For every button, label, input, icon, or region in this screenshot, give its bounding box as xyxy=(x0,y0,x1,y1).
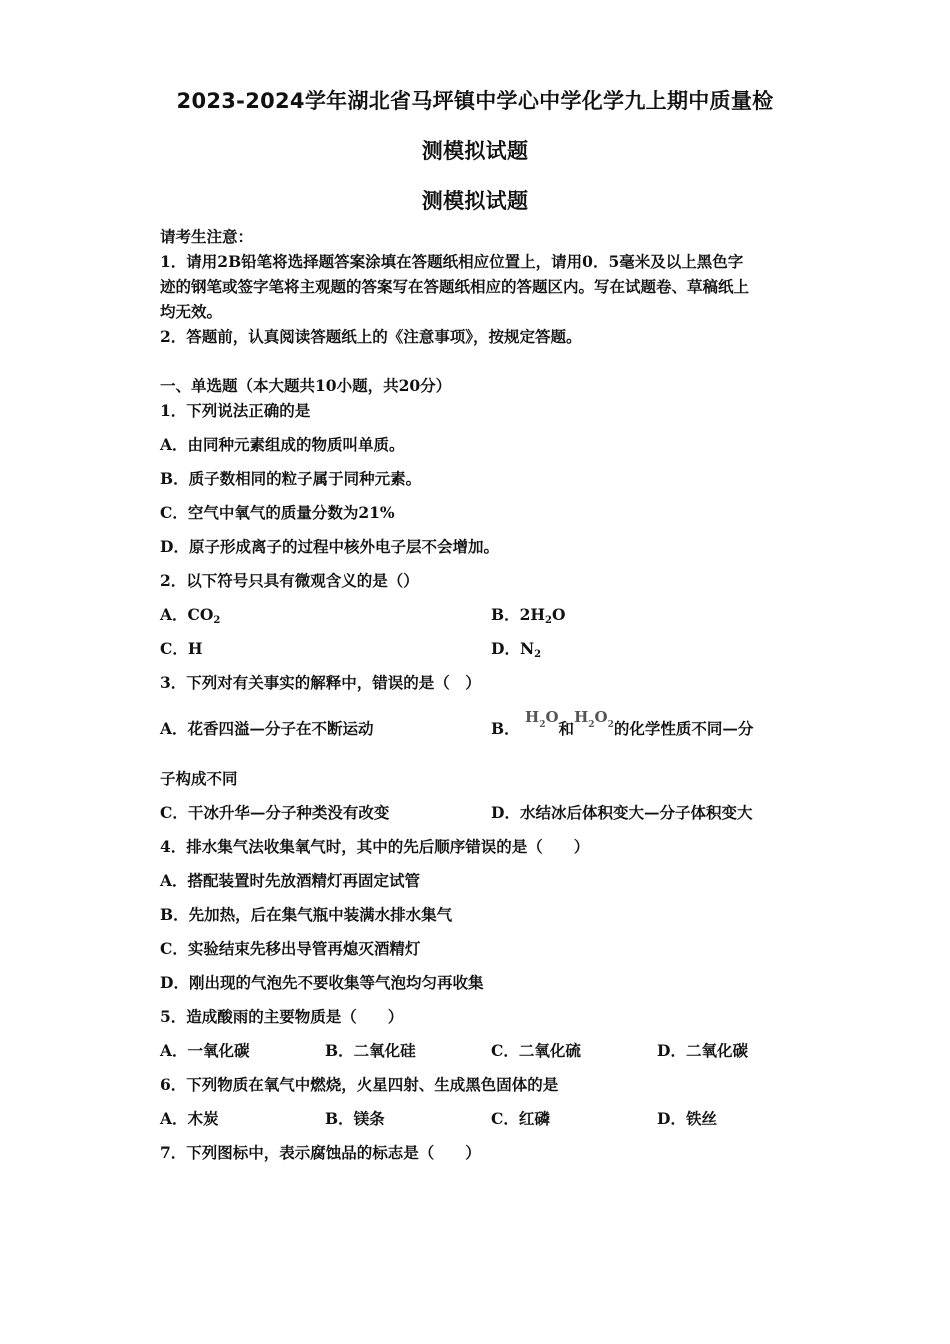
q3-and-text: 和 xyxy=(558,719,575,738)
q2-option-a xyxy=(160,604,220,632)
q2-option-b-formula: 2H xyxy=(519,605,546,624)
q1-option-a: A．由同种元素组成的物质叫单质。 xyxy=(160,435,405,454)
q4-option-c: C．实验结束先移出导管再熄灭酒精灯 xyxy=(160,939,421,958)
q3-stem: 3．下列对有关事实的解释中，错误的是（ ） xyxy=(160,673,481,692)
q5-option-c: C．二氧化硫 xyxy=(491,1041,581,1060)
notice-item-1-line-3: 均无效。 xyxy=(160,302,223,321)
q2-option-d-formula: N xyxy=(519,639,535,658)
q3-option-b-label: B． xyxy=(491,719,520,738)
q3-formula-peroxide-sub-2: 2 xyxy=(607,720,614,730)
q2-stem: 2．以下符号只具有微观含义的是（） xyxy=(160,571,419,590)
q3-formula-water-o: O xyxy=(545,708,559,726)
q2-option-a-formula: CO xyxy=(187,605,214,624)
notice-item-1-line-2: 迹的钢笔或签字笔将主观题的答案写在答题纸相应的答题区内。写在试题卷、草稿纸上 xyxy=(160,277,750,296)
q6-option-d: D．铁丝 xyxy=(657,1109,717,1128)
q3-formula-peroxide-h: H xyxy=(574,708,589,726)
q3-formula-peroxide-sub-1: 2 xyxy=(588,720,595,730)
q7-stem: 7．下列图标中，表示腐蚀品的标志是（ ） xyxy=(160,1143,481,1162)
q4-option-a: A．搭配装置时先放酒精灯再固定试管 xyxy=(160,871,421,890)
notice-item-2: 2．答题前，认真阅读答题纸上的《注意事项》，按规定答题。 xyxy=(160,327,582,346)
q2-option-b-label: B． xyxy=(491,605,520,624)
q1-option-b: B．质子数相同的粒子属于同种元素。 xyxy=(160,469,422,488)
title-line-3: 测模拟试题 xyxy=(421,189,529,213)
q2-option-c-label: C． xyxy=(160,639,188,658)
q1-option-c: C．空气中氧气的质量分数为21% xyxy=(160,503,395,522)
q3-formula-water-sub: 2 xyxy=(539,720,546,730)
q3-option-b xyxy=(491,708,754,748)
q3-option-a: A．花香四溢—分子在不断运动 xyxy=(160,719,374,738)
q3-option-b-continued: 子构成不同 xyxy=(160,769,238,788)
q4-option-d: D．刚出现的气泡先不要收集等气泡均匀再收集 xyxy=(160,973,484,992)
q1-stem: 1．下列说法正确的是 xyxy=(160,401,311,420)
q3-option-c: C．干冰升华—分子种类没有改变 xyxy=(160,803,390,822)
q6-option-a: A．木炭 xyxy=(160,1109,219,1128)
q2-option-b-tail: O xyxy=(552,605,566,624)
q2-option-d-subscript: 2 xyxy=(534,649,542,660)
q4-stem: 4．排水集气法收集氧气时，其中的先后顺序错误的是（ ） xyxy=(160,837,590,856)
notice-heading: 请考生注意： xyxy=(160,227,254,246)
notice-item-1-line-1: 1．请用2B铅笔将选择题答案涂填在答题纸相应位置上，请用0．5毫米及以上黑色字 xyxy=(160,252,744,271)
title-line-2: 测模拟试题 xyxy=(421,139,529,163)
q5-option-a: A．一氧化碳 xyxy=(160,1041,250,1060)
q6-option-c: C．红磷 xyxy=(491,1109,550,1128)
q2-option-d-label: D． xyxy=(491,639,520,658)
q5-option-b: B．二氧化硅 xyxy=(325,1041,416,1060)
q4-option-b: B．先加热，后在集气瓶中装满水排水集气 xyxy=(160,905,453,924)
q3-formula-water-h: H xyxy=(525,708,540,726)
title-line-1: 2023-2024学年湖北省马坪镇中学心中学化学九上期中质量检 xyxy=(176,89,774,113)
q1-option-d: D．原子形成离子的过程中核外电子层不会增加。 xyxy=(160,537,499,556)
q3-option-d: D．水结冰后体积变大—分子体积变大 xyxy=(491,803,753,822)
q5-stem: 5．造成酸雨的主要物质是（ ） xyxy=(160,1007,404,1026)
q3-option-b-text: 的化学性质不同—分 xyxy=(613,719,754,738)
q3-formula-peroxide xyxy=(574,706,614,736)
q2-option-a-label: A． xyxy=(160,605,188,624)
q2-option-d xyxy=(491,638,541,666)
q3-formula-water xyxy=(525,706,559,736)
q2-option-c xyxy=(160,638,203,660)
q6-stem: 6．下列物质在氧气中燃烧，火星四射、生成黑色固体的是 xyxy=(160,1075,559,1094)
q6-option-b: B．镁条 xyxy=(325,1109,385,1128)
section-heading: 一、单选题（本大题共10小题，共20分） xyxy=(160,376,452,395)
q3-formula-peroxide-o: O xyxy=(594,708,608,726)
q2-option-c-formula: H xyxy=(187,639,203,658)
q2-option-b-subscript: 2 xyxy=(545,615,553,626)
q2-option-a-subscript: 2 xyxy=(213,615,221,626)
q2-option-b xyxy=(491,604,566,632)
q5-option-d: D．二氧化碳 xyxy=(657,1041,748,1060)
